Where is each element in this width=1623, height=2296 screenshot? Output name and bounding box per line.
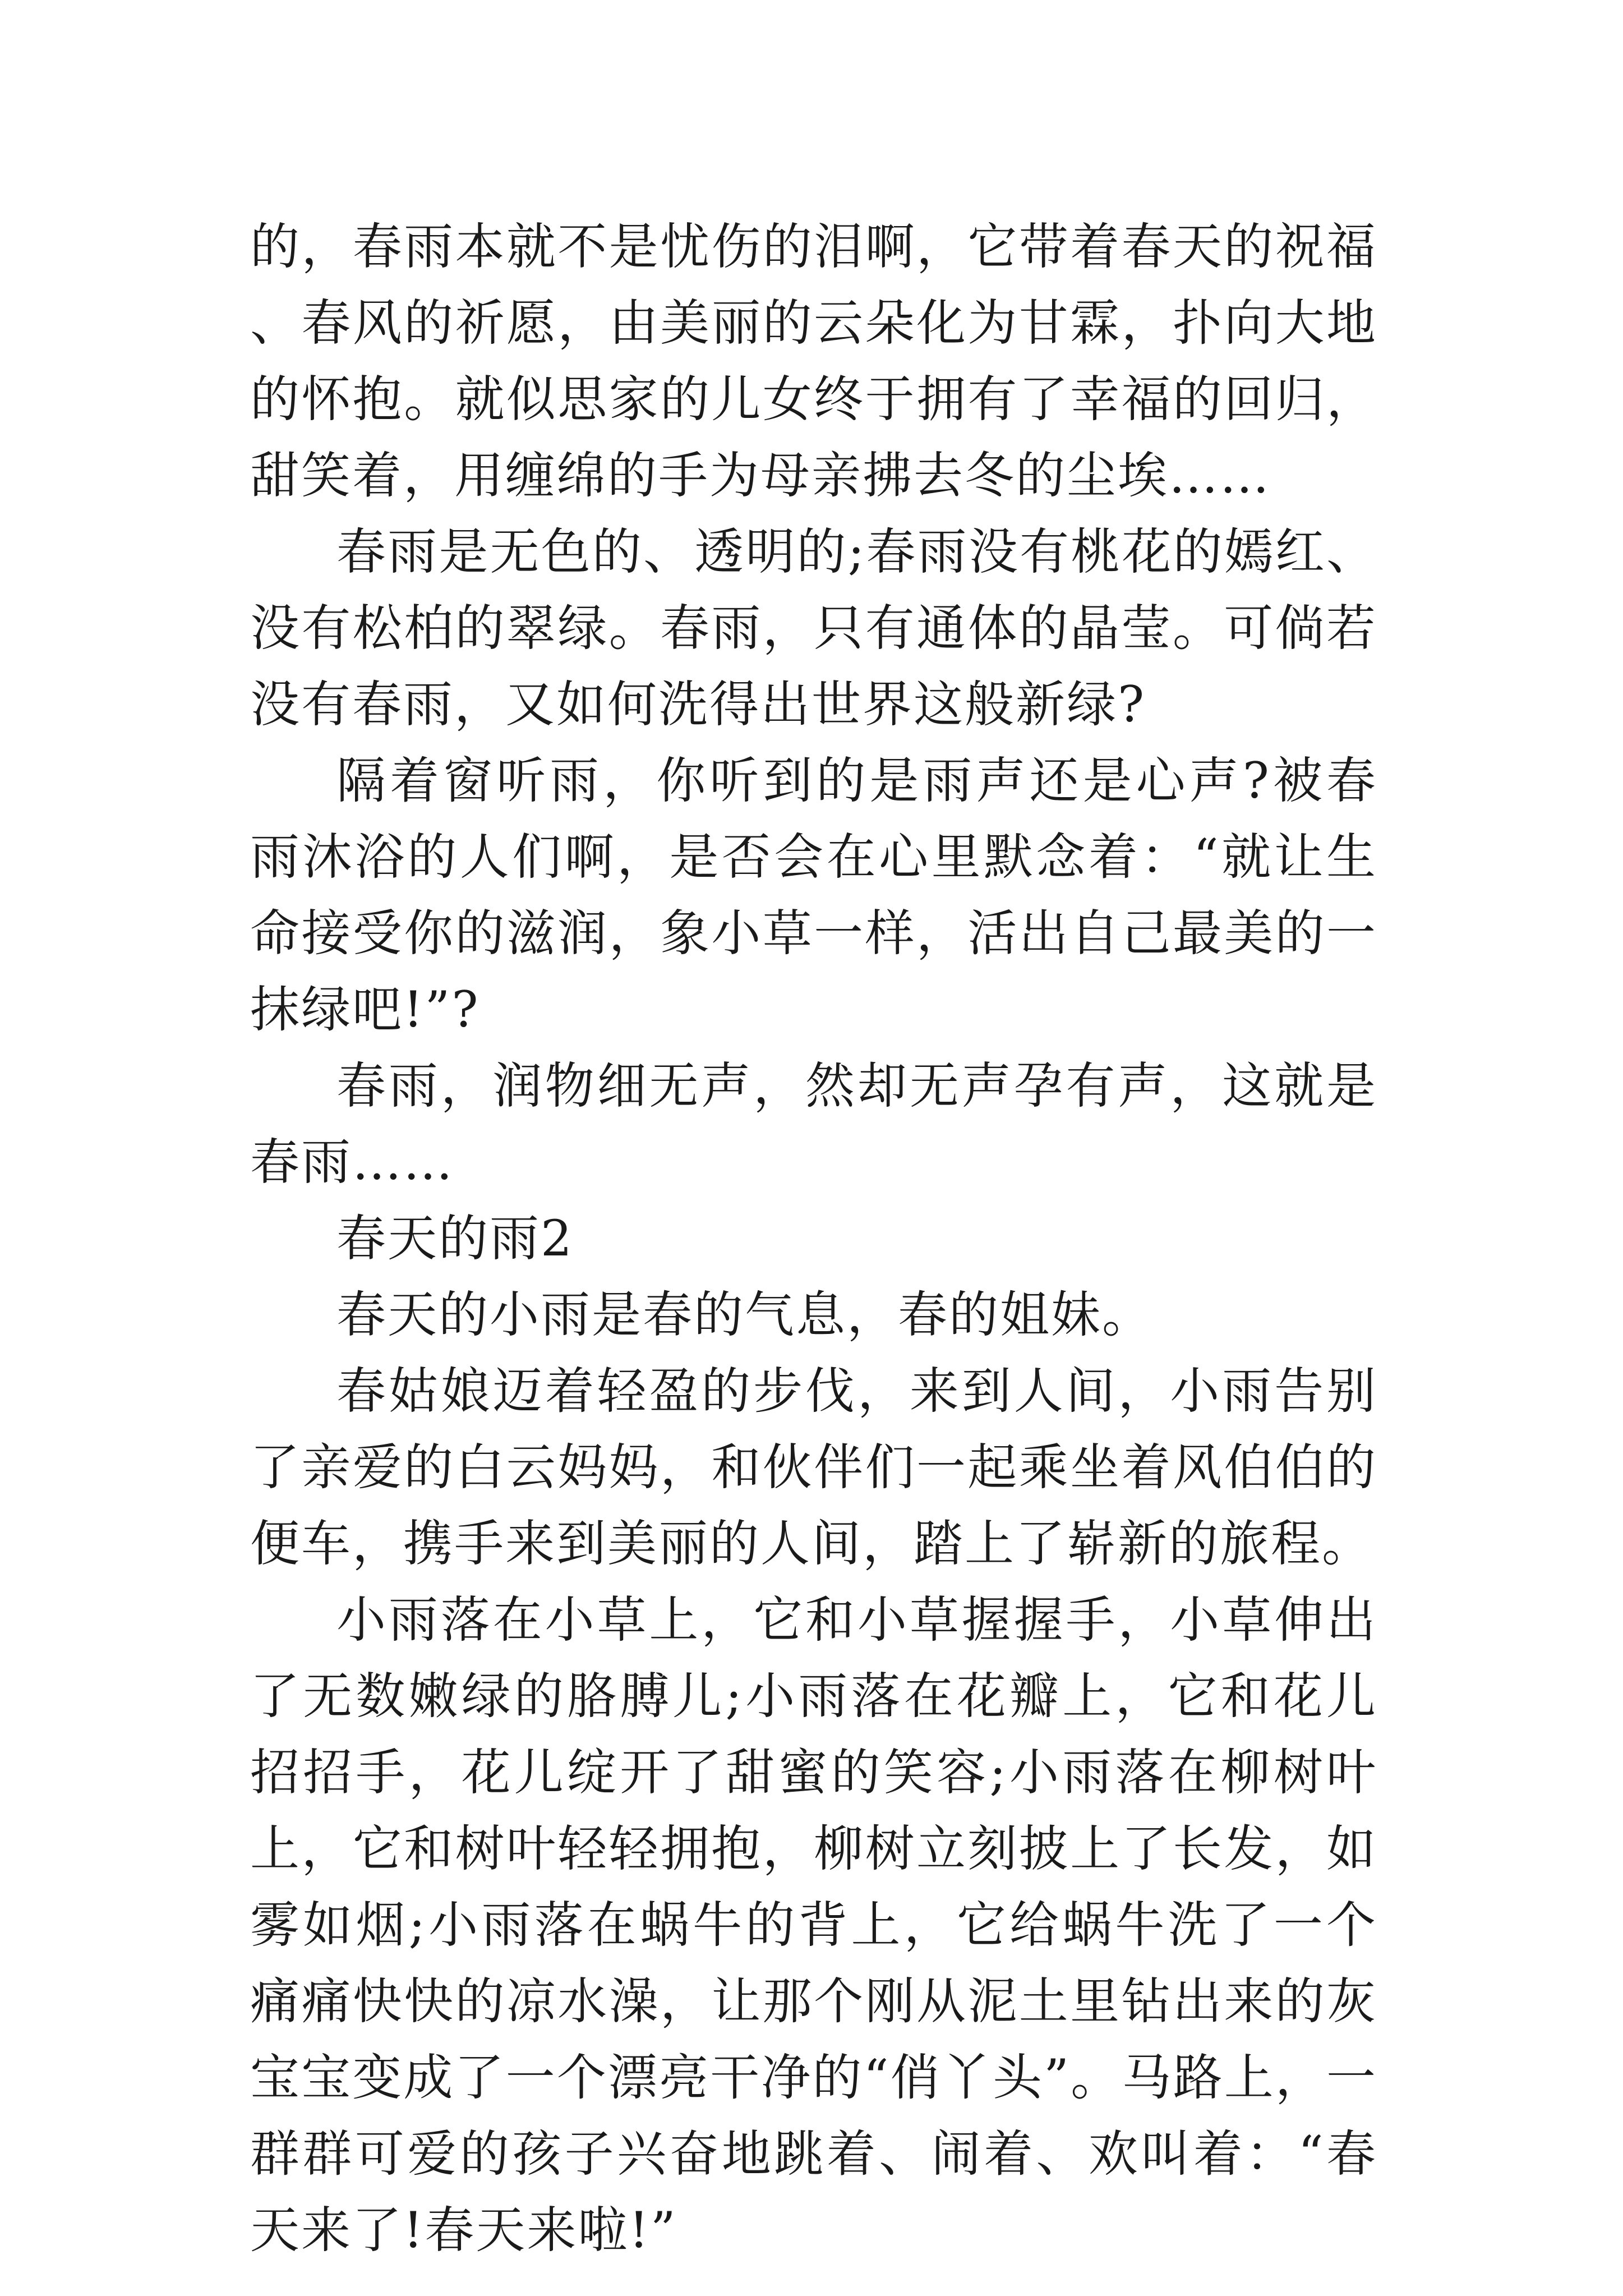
paragraph: 春雨是无色的、透明的;春雨没有桃花的嫣红、没有松柏的翠绿。春雨，只有通体的晶莹。可倘若没有春雨，又如何洗得出世界这般新绿? <box>250 523 1377 733</box>
paragraph: 春天的小雨是春的气息，春的姐妹。 <box>336 1286 1154 1343</box>
paragraph: 春姑娘迈着轻盈的步伐，来到人间，小雨告别了亲爱的白云妈妈，和伙伴们一起乘坐着风伯伯的便车，携手来到美丽的人间，踏上了崭新的旅程。 <box>250 1362 1377 1572</box>
paragraph: 隔着窗听雨，你听到的是雨声还是心声?被春雨沐浴的人们啊，是否会在心里默念着：“就让生命接受你的滋润，象小草一样，活出自己最美的一抹绿吧!”? <box>250 752 1377 1038</box>
paragraph: 小雨落在小草上，它和小草握握手，小草伸出了无数嫩绿的胳膊儿;小雨落在花瓣上，它和花儿招招手，花儿绽开了甜蜜的笑容;小雨落在柳树叶上，它和树叶轻轻拥抱，柳树立刻披上了长发，如雾如烟;小雨落在蜗牛的背上，它给蜗牛洗了一个痛痛快快的凉水澡，让那个刚从泥土里钻出来的灰宝宝变成了一个漂亮干净的“俏丫头”。马路上，一群群可爱的孩子兴奋地跳着、闹着、欢叫着：“春天来了!春天来啦!” <box>250 1591 1377 2259</box>
paragraph: 春雨，润物细无声，然却无声孕有声，这就是春雨…… <box>250 1057 1377 1191</box>
section-title: 春天的雨2 <box>336 1209 574 1267</box>
body-text <box>250 209 1377 2269</box>
paragraph-continuation: 的，春雨本就不是忧伤的泪啊，它带着春天的祝福、春风的祈愿，由美丽的云朵化为甘霖，扑向大地的怀抱。就似思家的儿女终于拥有了幸福的回归，甜笑着，用缠绵的手为母亲拂去冬的尘埃…… <box>250 218 1377 504</box>
